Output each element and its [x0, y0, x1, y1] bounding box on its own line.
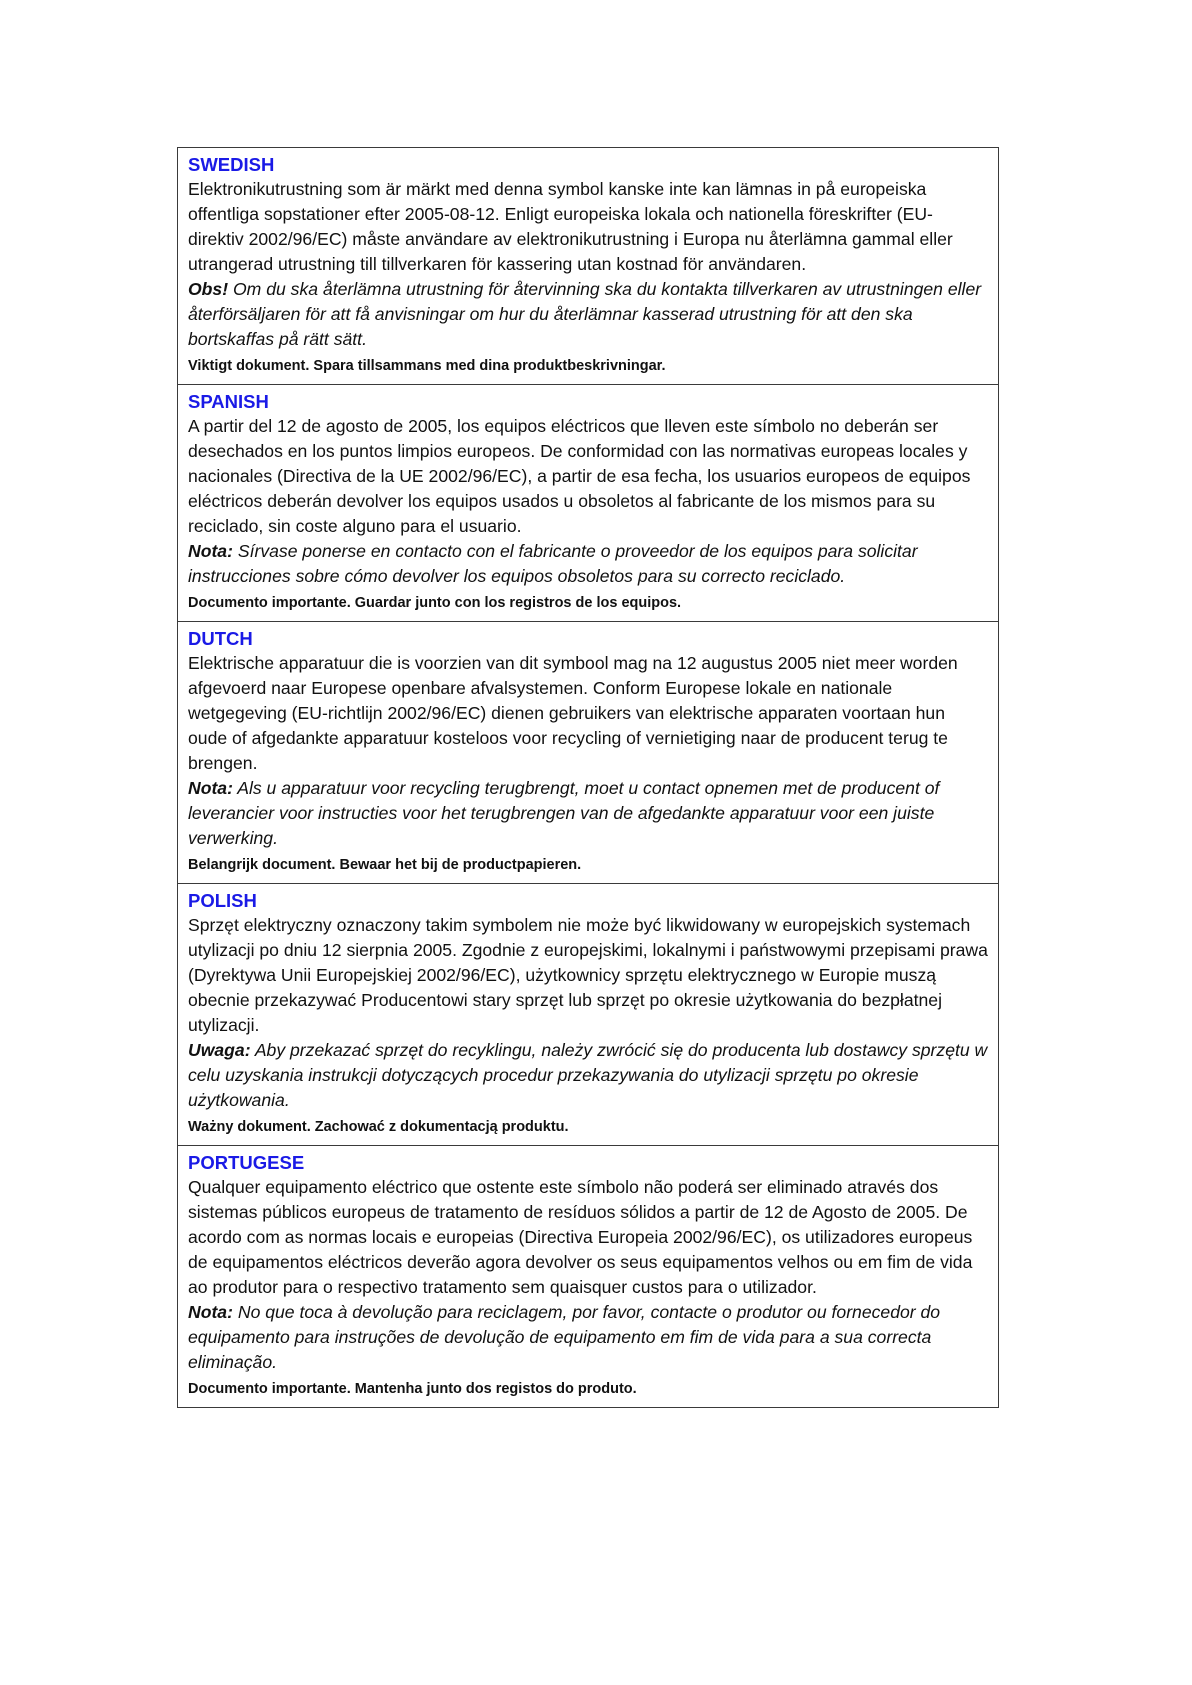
- section-note: [188, 539, 988, 589]
- note-label: Obs!: [188, 279, 229, 299]
- section-polish: [178, 883, 998, 1145]
- section-heading: SPANISH: [188, 391, 269, 412]
- section-body: Elektrische apparatuur die is voorzien van dit symbool mag na 12 augustus 2005 niet meer worden afgevoerd naar Europese openbare afvalsystemen. Conform Europese lokale en nationale wetgegeving (EU-richtlijn 2002/96/EC) dienen gebruikers van elektrische apparaten voortaan hun oude of afgedankte apparatuur kosteloos voor recycling of vernietiging naar de producent terug te brengen.: [188, 653, 958, 773]
- note-label: Uwaga:: [188, 1040, 251, 1060]
- note-text: Aby przekazać sprzęt do recyklingu, należy zwrócić się do producenta lub dostawcy sprzętu w celu uzyskania instrukcji dotyczących procedur przekazywania do utylizacji sprzętu po okresie użytkowania.: [188, 1040, 988, 1110]
- section-heading: DUTCH: [188, 628, 253, 649]
- section-swedish: [178, 148, 998, 384]
- section-heading: POLISH: [188, 890, 257, 911]
- section-footer: Documento importante. Mantenha junto dos registos do produto.: [188, 1381, 637, 1397]
- section-body: Elektronikutrustning som är märkt med denna symbol kanske inte kan lämnas in på europeiska offentliga sopstationer efter 2005-08-12. Enligt europeiska lokala och nationella föreskrifter (EU-direktiv 2002/96/EC) måste användare av elektronikutrustning i Europa nu återlämna gammal eller utrangerad utrustning till tillverkaren för kassering utan kostnad för användaren.: [188, 179, 953, 274]
- section-footer: Documento importante. Guardar junto con los registros de los equipos.: [188, 595, 682, 611]
- section-note: [188, 776, 988, 851]
- note-label: Nota:: [188, 778, 233, 798]
- section-portuguese: [178, 1145, 998, 1407]
- section-body: Qualquer equipamento eléctrico que ostente este símbolo não poderá ser eliminado através dos sistemas públicos europeus de tratamento de resíduos sólidos a partir de 12 de Agosto de 2005. De acordo com as normas locais e europeias (Directiva Europeia 2002/96/EC), os utilizadores europeus de equipamentos eléctricos deverão agora devolver os seus equipamentos velhos ou em fim de vida ao produtor para o respectivo tratamento sem quaisquer custos para o utilizador.: [188, 1177, 973, 1297]
- section-footer: Viktigt dokument. Spara tillsammans med dina produktbeskrivningar.: [188, 358, 666, 374]
- section-footer: Ważny dokument. Zachować z dokumentacją produktu.: [188, 1119, 569, 1135]
- section-heading: PORTUGESE: [188, 1152, 305, 1173]
- section-note: [188, 1300, 988, 1375]
- section-note: [188, 277, 988, 352]
- note-text: Als u apparatuur voor recycling terugbrengt, moet u contact opnemen met de producent of leverancier voor instructies voor het terugbrengen van de afgedankte apparatuur voor een juiste verwerking.: [188, 778, 940, 848]
- weee-notice-table: [177, 147, 999, 1408]
- section-spanish: [178, 384, 998, 621]
- section-footer: Belangrijk document. Bewaar het bij de productpapieren.: [188, 857, 582, 873]
- section-heading: SWEDISH: [188, 154, 275, 175]
- note-label: Nota:: [188, 541, 233, 561]
- note-text: Om du ska återlämna utrustning för återvinning ska du kontakta tillverkaren av utrustningen eller återförsäljaren för att få anvisningar om hur du återlämnar kasserad utrustning för att den ska bortskaffas på rätt sätt.: [188, 279, 982, 349]
- note-text: Sírvase ponerse en contacto con el fabricante o proveedor de los equipos para solicitar instrucciones sobre cómo devolver los equipos obsoletos para su correcto reciclado.: [188, 541, 918, 586]
- note-text: No que toca à devolução para reciclagem, por favor, contacte o produtor ou fornecedor do equipamento para instruções de devolução de equipamento em fim de vida para a sua correcta eliminação.: [188, 1302, 941, 1372]
- section-body: Sprzęt elektryczny oznaczony takim symbolem nie może być likwidowany w europejskich systemach utylizacji po dniu 12 sierpnia 2005. Zgodnie z europejskimi, lokalnymi i państwowymi przepisami prawa (Dyrektywa Unii Europejskiej 2002/96/EC), użytkownicy sprzętu elektrycznego w Europie muszą obecnie przekazywać Producentowi stary sprzęt lub sprzęt po okresie użytkowania do bezpłatnej utylizacji.: [188, 915, 988, 1035]
- note-label: Nota:: [188, 1302, 233, 1322]
- section-note: [188, 1038, 988, 1113]
- section-body: A partir del 12 de agosto de 2005, los equipos eléctricos que lleven este símbolo no deberán ser desechados en los puntos limpios europeos. De conformidad con las normativas europeas locales y nacionales (Directiva de la UE 2002/96/EC), a partir de esa fecha, los usuarios europeos de equipos eléctricos deberán devolver los equipos usados u obsoletos al fabricante de los mismos para su reciclado, sin coste alguno para el usuario.: [188, 416, 971, 536]
- section-dutch: [178, 621, 998, 883]
